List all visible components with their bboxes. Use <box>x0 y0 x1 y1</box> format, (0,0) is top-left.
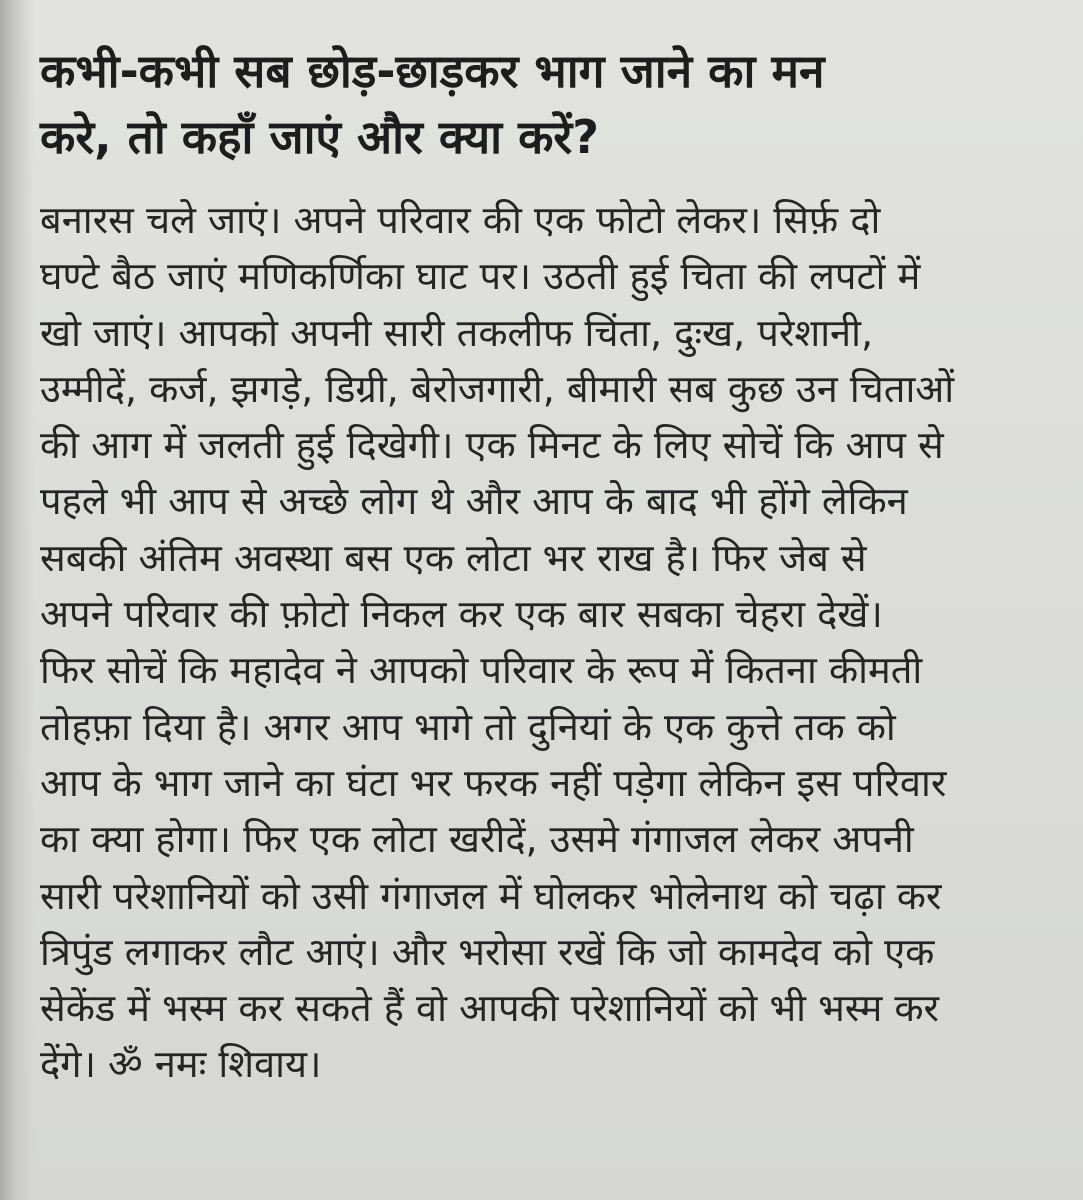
body-line: त्रिपुंड लगाकर लौट आएं। और भरोसा रखें कि जो कामदेव को एक <box>40 929 935 974</box>
body-line: सबकी अंतिम अवस्था बस एक लोटा भर राख है। फिर जेब से <box>40 535 867 580</box>
body-line: की आग में जलती हुई दिखेगी। एक मिनट के लिए सोचें कि आप से <box>40 423 944 468</box>
body-line: तोहफ़ा दिया है। अगर आप भागे तो दुनियां के एक कुत्ते तक को <box>40 704 896 749</box>
headline-line: करे, तो कहाँ जाएं और क्या करें? <box>40 110 599 164</box>
body-line: अपने परिवार की फ़ोटो निकल कर एक बार सबका चेहरा देखें। <box>40 592 883 637</box>
body-line: बनारस चले जाएं। अपने परिवार की एक फोटो लेकर। सिर्फ़ दो <box>40 198 881 242</box>
article <box>40 38 1050 1093</box>
article-headline <box>40 38 1050 170</box>
body-line: उम्मीदें, कर्ज, झगड़े, डिग्री, बेरोजगारी, बीमारी सब कुछ उन चिताओं <box>40 366 955 411</box>
page-edge-shadow <box>0 0 34 1200</box>
body-line: पहले भी आप से अच्छे लोग थे और आप के बाद भी होंगे लेकिन <box>40 479 908 524</box>
body-line: खो जाएं। आपको अपनी सारी तकलीफ चिंता, दुःख, परेशानी, <box>40 310 874 355</box>
body-line: का क्या होगा। फिर एक लोटा खरीदें, उसमे गंगाजल लेकर अपनी <box>40 817 914 862</box>
body-line: सारी परेशानियों को उसी गंगाजल में घोलकर भोलेनाथ को चढ़ा कर <box>40 873 942 918</box>
body-line: घण्टे बैठ जाएं मणिकर्णिका घाट पर। उठती हुई चिता की लपटों में <box>40 254 921 299</box>
body-line: फिर सोचें कि महादेव ने आपको परिवार के रूप में कितना कीमती <box>40 648 923 693</box>
article-body <box>40 192 1050 1093</box>
body-line: देंगे। ॐ नमः शिवाय। <box>40 1042 322 1087</box>
body-line: आप के भाग जाने का घंटा भर फरक नहीं पड़ेगा लेकिन इस परिवार <box>40 760 947 805</box>
headline-line: कभी-कभी सब छोड़-छाड़कर भाग जाने का मन <box>40 44 825 98</box>
body-line: सेकेंड में भस्म कर सकते हैं वो आपकी परेशानियों को भी भस्म कर <box>40 986 940 1031</box>
